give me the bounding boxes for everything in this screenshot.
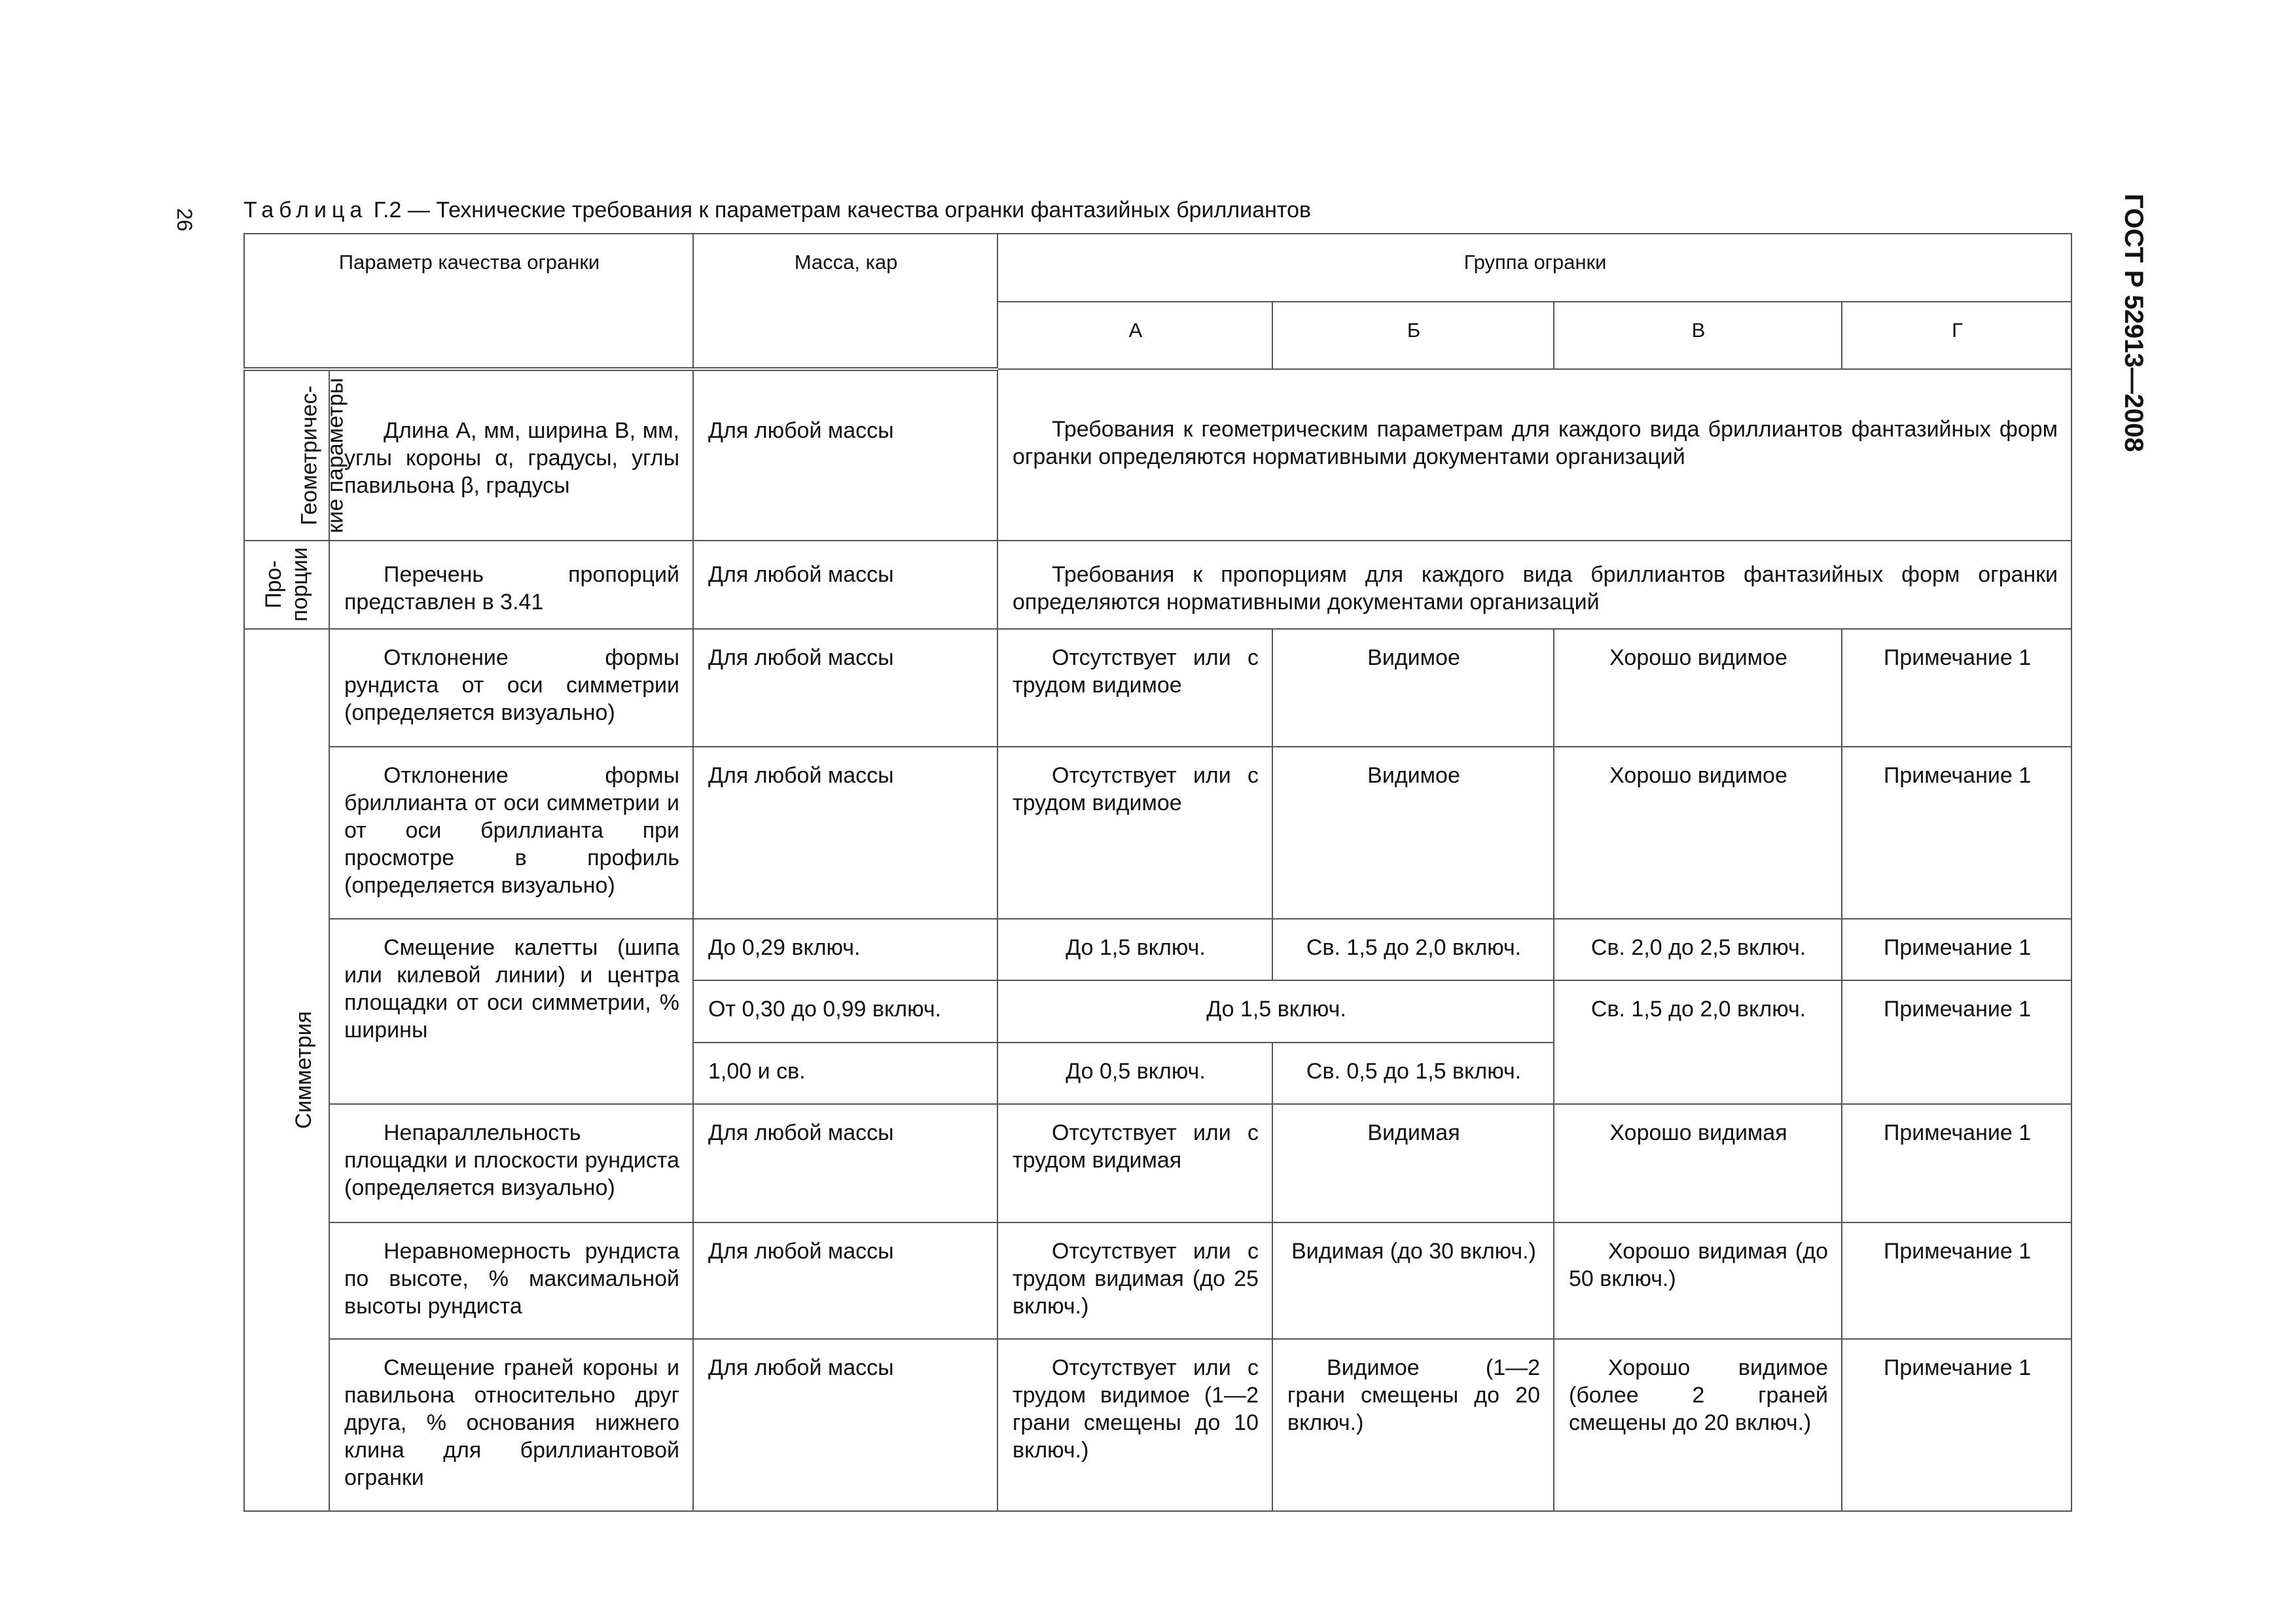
group-g-facet-offset: Примечание 1 bbox=[1842, 1339, 2072, 1511]
table-row bbox=[244, 629, 2072, 747]
mass-proportions: Для любой массы bbox=[693, 541, 997, 628]
group-g-table-nonparallel: Примечание 1 bbox=[1842, 1104, 2072, 1222]
group-a-girdle-unevenness: Отсутствует или с трудом видимая (до 25 включ.) bbox=[997, 1222, 1272, 1340]
header-group-a: А bbox=[997, 302, 1272, 368]
section-proportions bbox=[244, 541, 329, 628]
mass-culet-offset-3: 1,00 и св. bbox=[693, 1043, 997, 1104]
section-geometric bbox=[244, 369, 348, 541]
param-shape-deviation: Отклонение формы бриллианта от оси симметрии и от оси бриллианта при просмотре в профиль (определяется визуально) bbox=[329, 747, 693, 919]
mass-girdle-unevenness: Для любой массы bbox=[693, 1222, 997, 1340]
mass-shape-deviation: Для любой массы bbox=[693, 747, 997, 919]
group-v-girdle-unevenness: Хорошо видимая (до 50 включ.) bbox=[1554, 1222, 1842, 1340]
header-param: Параметр качества огранки bbox=[244, 234, 693, 369]
group-a-culet-offset-1: До 1,5 включ. bbox=[997, 919, 1272, 980]
group-b-culet-offset-3: Св. 0,5 до 1,5 включ. bbox=[1272, 1043, 1554, 1104]
mass-table-nonparallel: Для любой массы bbox=[693, 1104, 997, 1222]
table-row bbox=[244, 1104, 2072, 1222]
requirements-table bbox=[243, 233, 2072, 1512]
group-b-shape-deviation: Видимое bbox=[1272, 747, 1554, 919]
group-a-girdle-deviation: Отсутствует или с трудом видимое bbox=[997, 629, 1272, 747]
section-symmetry-label: Симметрия bbox=[291, 1010, 316, 1129]
mass-culet-offset-1: До 0,29 включ. bbox=[693, 919, 997, 980]
header-group: Группа огранки bbox=[997, 234, 2072, 302]
group-a-facet-offset: Отсутствует или с трудом видимое (1—2 грани смещены до 10 включ.) bbox=[997, 1339, 1272, 1511]
section-proportions-label: Про- порции bbox=[261, 547, 312, 622]
req-geometric: Требования к геометрическим параметрам для каждого вида бриллиантов фантазийных форм огранки определяются нормативными документами организаций bbox=[997, 369, 2072, 541]
group-ab-culet-offset-2: До 1,5 включ. bbox=[997, 980, 1554, 1042]
req-proportions: Требования к пропорциям для каждого вида бриллиантов фантазийных форм огранки определяются нормативными документами организаций bbox=[997, 541, 2072, 628]
group-a-shape-deviation: Отсутствует или с трудом видимое bbox=[997, 747, 1272, 919]
document-code: ГОСТ Р 52913—2008 bbox=[2119, 194, 2148, 452]
table-row bbox=[244, 1339, 2072, 1511]
table-caption bbox=[243, 198, 1311, 223]
table-caption-lead: Таблица bbox=[243, 198, 368, 223]
group-b-girdle-deviation: Видимое bbox=[1272, 629, 1554, 747]
group-v-culet-offset-2: Св. 1,5 до 2,0 включ. bbox=[1554, 980, 1842, 1104]
param-culet-offset: Смещение калетты (шипа или килевой линии) и центра площадки от оси симметрии, % ширины bbox=[329, 919, 693, 1104]
param-girdle-unevenness: Неравномерность рундиста по высоте, % максимальной высоты рундиста bbox=[329, 1222, 693, 1340]
group-g-culet-offset-1: Примечание 1 bbox=[1842, 919, 2072, 980]
header-mass: Масса, кар bbox=[693, 234, 997, 369]
table-row bbox=[244, 919, 2072, 980]
mass-girdle-deviation: Для любой массы bbox=[693, 629, 997, 747]
header-group-v: В bbox=[1554, 302, 1842, 368]
requirements-table-container bbox=[243, 233, 2071, 1512]
header-group-g: Г bbox=[1842, 302, 2072, 368]
mass-culet-offset-2: От 0,30 до 0,99 включ. bbox=[693, 980, 997, 1042]
group-v-shape-deviation: Хорошо видимое bbox=[1554, 747, 1842, 919]
group-b-girdle-unevenness: Видимая (до 30 включ.) bbox=[1272, 1222, 1554, 1340]
header-group-b: Б bbox=[1272, 302, 1554, 368]
table-row bbox=[244, 747, 2072, 919]
table-caption-text: Г.2 — Технические требования к параметрам качества огранки фантазийных бриллиантов bbox=[373, 198, 1312, 223]
mass-geometric: Для любой массы bbox=[693, 369, 997, 541]
group-g-girdle-deviation: Примечание 1 bbox=[1842, 629, 2072, 747]
section-geometric-label: Геометричес- кие параметры bbox=[296, 377, 348, 533]
group-v-facet-offset: Хорошо видимое (более 2 граней смещены до 20 включ.) bbox=[1554, 1339, 1842, 1511]
group-b-table-nonparallel: Видимая bbox=[1272, 1104, 1554, 1222]
group-v-girdle-deviation: Хорошо видимое bbox=[1554, 629, 1842, 747]
group-b-culet-offset-1: Св. 1,5 до 2,0 включ. bbox=[1272, 919, 1554, 980]
group-b-facet-offset: Видимое (1—2 грани смещены до 20 включ.) bbox=[1272, 1339, 1554, 1511]
param-table-nonparallel: Непараллельность площадки и плоскости рундиста (определяется визуально) bbox=[329, 1104, 693, 1222]
mass-facet-offset: Для любой массы bbox=[693, 1339, 997, 1511]
param-facet-offset: Смещение граней короны и павильона относительно друг друга, % основания нижнего клина для бриллиантовой огранки bbox=[329, 1339, 693, 1511]
group-g-shape-deviation: Примечание 1 bbox=[1842, 747, 2072, 919]
group-a-culet-offset-3: До 0,5 включ. bbox=[997, 1043, 1272, 1104]
group-v-culet-offset-1: Св. 2,0 до 2,5 включ. bbox=[1554, 919, 1842, 980]
group-v-table-nonparallel: Хорошо видимая bbox=[1554, 1104, 1842, 1222]
section-symmetry bbox=[244, 629, 329, 1511]
group-g-girdle-unevenness: Примечание 1 bbox=[1842, 1222, 2072, 1340]
param-geometric: Длина A, мм, ширина B, мм, углы короны α, градусы, углы павильона β, градусы bbox=[329, 369, 693, 541]
param-girdle-deviation: Отклонение формы рундиста от оси симметрии (определяется визуально) bbox=[329, 629, 693, 747]
page-number: 26 bbox=[173, 208, 196, 232]
group-a-table-nonparallel: Отсутствует или с трудом видимая bbox=[997, 1104, 1272, 1222]
table-row bbox=[244, 1222, 2072, 1340]
group-g-culet-offset-2: Примечание 1 bbox=[1842, 980, 2072, 1104]
param-proportions: Перечень пропорций представлен в 3.41 bbox=[329, 541, 693, 628]
